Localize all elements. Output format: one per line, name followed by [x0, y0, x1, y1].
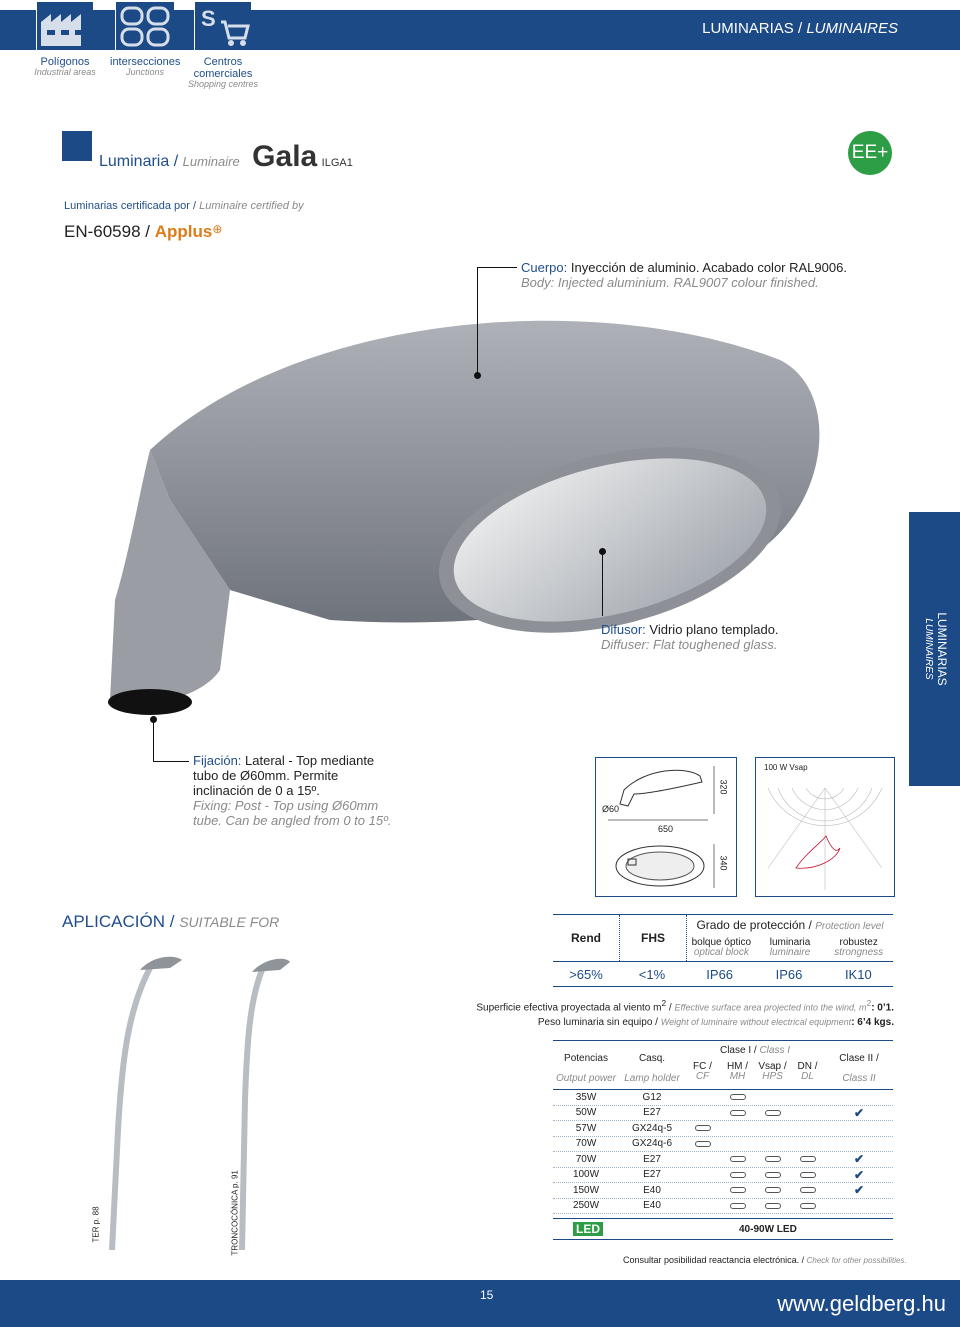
shopping-cart-icon[interactable] [194, 2, 251, 50]
applus-logo: Applus [154, 222, 213, 241]
holder-cell: E40 [643, 1184, 661, 1196]
check-icon: ✔ [853, 1105, 865, 1120]
fixing-callout: Fijación: Lateral - Top mediante tubo de Ø60mm. Permite inclinación de 0 a 15º. Fixing: Post - Top using Ø60mm tube. Can be angled from 0 to 15º. [193, 753, 392, 828]
power-row [553, 1137, 893, 1153]
protection-table: Rend FHS Grado de protección / Protection level bolque óptico optical block luminaria luminaire robustez strongness >65% <1% IP66 IP66 IK10 [553, 914, 893, 987]
photometry-label: 100 W Vsap [764, 763, 808, 772]
optical-block-header: bolque óptico [691, 937, 752, 948]
section-title: LUMINARIAS / LUMINAIRES [702, 20, 898, 37]
lamp-available-icon [730, 1094, 746, 1100]
lamp-available-icon [800, 1172, 816, 1178]
holder-cell: GX24q-5 [631, 1122, 673, 1134]
pole-tronco-label: TRONCOCÓNICA p. 91 [230, 1170, 240, 1256]
optical-ip-value: IP66 [706, 966, 734, 982]
holder-cell: GX24q-6 [631, 1138, 673, 1150]
application-title: APLICACIÓN / SUITABLE FOR [62, 912, 280, 931]
power-row [553, 1183, 893, 1199]
luminaire-header: luminaria [769, 937, 811, 948]
lamp-available-icon [765, 1187, 781, 1193]
body-leader [477, 267, 517, 268]
tube-dim: Ø60 [602, 804, 620, 814]
fixing-leader-h [153, 761, 189, 762]
title-square [62, 131, 92, 161]
length-dim: 650 [658, 824, 674, 834]
lamp-available-icon [765, 1172, 781, 1178]
page-number: 15 [480, 1288, 494, 1302]
power-cell: 35W [575, 1091, 597, 1103]
strongness-header: robustez [839, 937, 878, 948]
lamp-available-icon [730, 1110, 746, 1116]
luminaire-ip-value: IP66 [775, 966, 803, 982]
surface-weight: Superficie efectiva proyectada al viento $m^2$ / Effective surface area projected into the wind, $m^2$: 0’1. Peso luminaria sin equipo / Weight of luminaire without electrical equipment: 6’4 kgs. [476, 998, 894, 1029]
fhs-value: <1% [638, 966, 666, 982]
check-icon: ✔ [853, 1152, 865, 1167]
junction-icon[interactable] [115, 2, 174, 50]
power-cell: 50W [575, 1107, 597, 1119]
side-tab[interactable]: LUMINARIAS LUMINAIRES [909, 512, 960, 786]
ik-value: IK10 [844, 966, 872, 982]
led-badge: LED [573, 1222, 603, 1236]
power-row [553, 1152, 893, 1168]
power-row [553, 1168, 893, 1184]
luminaire-photo [0, 250, 960, 750]
photometric-diagram [755, 757, 895, 897]
power-table: Potencias Output power Casq. Lamp holder Clase I / Class I FC / CF HM / MH Vsap / HPS DN / DL Clase II / Class II 35W G12 50W E27 ✔ 57W GX24q-5 70W GX24q-6 70W E27 ✔ 100W E27 ✔ 150W E40 ✔ 250W E40 [553, 1040, 893, 1214]
lamp-available-icon [730, 1156, 746, 1162]
width-dim: 340 [718, 855, 729, 871]
diffuser-callout: Difusor: Vidrio plano templado. Diffuser: Flat toughened glass. [601, 622, 779, 652]
product-title: Luminaria / Luminaire Gala ILGA1 [99, 140, 353, 173]
dimension-drawing [595, 757, 737, 897]
class1-header: Clase I / Class I [719, 1045, 791, 1056]
holder-header: Casq. [638, 1053, 666, 1064]
holder-cell: E27 [643, 1107, 661, 1119]
lamp-available-icon [730, 1187, 746, 1193]
fhs-header: FHS [620, 915, 687, 961]
lamp-available-icon [800, 1187, 816, 1193]
height-dim: 320 [718, 779, 729, 795]
lamp-available-icon [800, 1203, 816, 1209]
lamp-available-icon [800, 1156, 816, 1162]
power-cell: 150W [572, 1184, 600, 1196]
nav-shopping[interactable]: Centros comerciales Shopping centres [187, 56, 259, 89]
rend-value: >65% [569, 966, 603, 982]
pole-ter-label: TER p. 88 [91, 1206, 101, 1243]
lamp-available-icon [765, 1110, 781, 1116]
body-leader-v [477, 267, 478, 375]
energy-badge: EE+ [848, 131, 892, 175]
power-row [553, 1106, 893, 1122]
led-text: 40-90W LED [739, 1223, 797, 1235]
holder-cell: E27 [643, 1169, 661, 1181]
fixing-leader-v [153, 720, 154, 762]
power-cell: 57W [575, 1122, 597, 1134]
diffuser-dot [599, 548, 606, 555]
check-icon: ✔ [853, 1183, 865, 1198]
svg-text:S: S [201, 6, 216, 31]
power-header: Potencias [564, 1053, 608, 1064]
cert-standard: EN-60598 / Applus⊕ [64, 222, 223, 241]
website-link[interactable]: www.geldberg.hu [777, 1291, 946, 1316]
holder-cell: E40 [643, 1200, 661, 1212]
diffuser-leader [602, 552, 603, 616]
body-callout: Cuerpo: Inyección de aluminio. Acabado color RAL9006. Body: Injected aluminium. RAL9007 colour finished. [521, 260, 847, 290]
factory-icon[interactable] [36, 2, 93, 50]
lamp-available-icon [695, 1141, 711, 1147]
poles-image [90, 950, 290, 1260]
power-cell: 250W [572, 1200, 600, 1212]
class2-header: Clase II / [839, 1053, 879, 1064]
power-row [553, 1090, 893, 1106]
nav-junctions[interactable]: intersecciones Junctions [110, 56, 181, 77]
lamp-available-icon [730, 1172, 746, 1178]
lamp-available-icon [765, 1203, 781, 1209]
lamp-available-icon [730, 1203, 746, 1209]
check-icon: ✔ [853, 1167, 865, 1182]
lamp-available-icon [765, 1156, 781, 1162]
power-cell: 70W [575, 1138, 597, 1150]
footnote: Consultar posibilidad reactancia electrónica. / Check for other possibilities. [623, 1255, 907, 1265]
nav-industrial[interactable]: Polígonos Industrial areas [34, 56, 96, 77]
lamp-available-icon [695, 1125, 711, 1131]
power-row [553, 1199, 893, 1215]
rend-header: Rend [553, 915, 620, 961]
power-row [553, 1121, 893, 1137]
cert-line: Luminarias certificada por / Luminaire certified by [64, 200, 304, 212]
body-dot [474, 372, 481, 379]
holder-cell: G12 [642, 1091, 662, 1103]
holder-cell: E27 [643, 1153, 661, 1165]
power-cell: 70W [575, 1153, 597, 1165]
power-cell: 100W [572, 1169, 600, 1181]
footer [0, 1280, 960, 1327]
protection-level-header: Grado de protección / Protection level [696, 918, 884, 932]
led-row [553, 1218, 893, 1240]
